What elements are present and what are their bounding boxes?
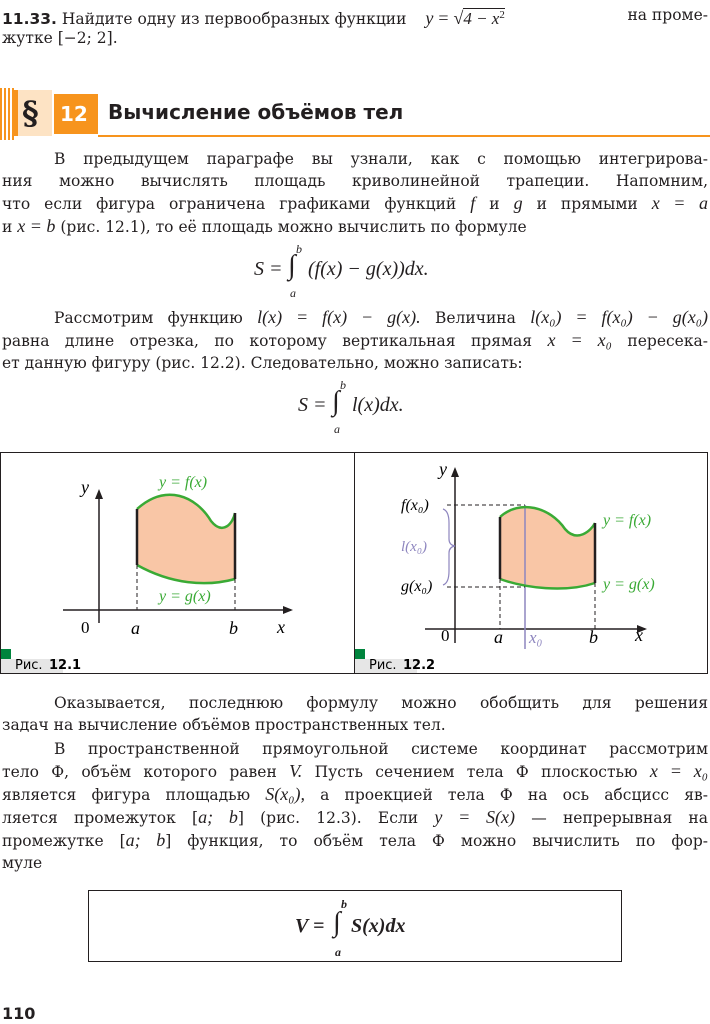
fig2-caption-marker bbox=[355, 649, 365, 659]
p1-line-2: ния можно вычислять площадь криволинейной трапеции. Напомним, bbox=[2, 172, 708, 190]
section-underline bbox=[98, 135, 710, 137]
fig1-area bbox=[137, 495, 235, 583]
fig2-tick-x0: x₀ bbox=[529, 628, 543, 647]
f2-integral: ∫ bbox=[332, 386, 340, 417]
figure-12-2 bbox=[355, 453, 707, 673]
fig2-area bbox=[500, 507, 595, 588]
p1-text-4b: (рис. 12.1), то её площадь можно вычислить по формуле bbox=[60, 218, 527, 236]
fig1-caption-prefix: Рис. bbox=[15, 658, 43, 673]
paragraph-1 bbox=[2, 148, 708, 238]
exercise-number: 11.33. bbox=[2, 10, 57, 29]
section-symbol-box bbox=[14, 90, 52, 136]
exercise-formula-eq: = bbox=[438, 8, 449, 29]
fig1-tick-b: b bbox=[229, 618, 238, 638]
f2-s: S = bbox=[298, 394, 327, 416]
f3-upper: b bbox=[341, 897, 347, 911]
p4-text-2a: тело Ф, объём которого равен bbox=[2, 763, 277, 781]
paragraph-4 bbox=[2, 738, 708, 874]
section-stripe bbox=[0, 88, 14, 140]
exercise-text-after: на проме- bbox=[627, 6, 708, 24]
fig2-label-lx0: l(x₀) bbox=[401, 539, 428, 555]
p4-ab-1: a; b bbox=[198, 807, 238, 827]
fig1-tick-a: a bbox=[131, 618, 140, 638]
p4-ab-2: a; b bbox=[125, 830, 166, 850]
p2-line-2 bbox=[2, 329, 708, 352]
paragraph-3 bbox=[2, 692, 708, 736]
fig2-caption-num: 12.2 bbox=[403, 658, 436, 673]
fig2-origin: 0 bbox=[441, 626, 450, 645]
p1-text-3a: что если фигура ограничена графиками функций bbox=[2, 195, 457, 213]
p2-text-2b: пересека- bbox=[627, 332, 709, 350]
f1-s: S = bbox=[254, 258, 283, 280]
fig2-label-fx0: f(x₀) bbox=[401, 497, 429, 514]
fig2-axis-y: y bbox=[439, 459, 447, 479]
figure-12-1 bbox=[1, 453, 353, 673]
p1-line-3 bbox=[2, 192, 708, 215]
p2-text-1a: Рассмотрим функцию bbox=[54, 309, 243, 327]
formula-1 bbox=[254, 244, 494, 300]
p4-text-4c: — непрерывная на bbox=[531, 809, 709, 827]
f3-integral: ∫ bbox=[333, 907, 341, 938]
p4-text-5a: промежутке [ bbox=[2, 832, 126, 850]
p2-lx0: l(x₀) = f(x₀) − g(x₀) bbox=[530, 307, 708, 327]
fig2-label-g: y = g(x) bbox=[603, 576, 655, 593]
section-title: Вычисление объёмов тел bbox=[108, 100, 404, 124]
fig2-tick-a: a bbox=[494, 627, 503, 647]
p4-sx0: S(x₀), bbox=[265, 784, 306, 804]
fig1-y-arrow bbox=[95, 489, 103, 499]
f3-v: V = bbox=[295, 915, 325, 937]
p4-text-4b: ] (рис. 12.3). Если bbox=[237, 809, 419, 827]
p2-line-3: ет данную фигуру (рис. 12.2). Следовательно, можно записать: bbox=[2, 354, 523, 372]
p4-v: V. bbox=[289, 761, 303, 781]
f1-body: (f(x) − g(x))dx. bbox=[308, 258, 429, 280]
fig2-label-f: y = f(x) bbox=[603, 512, 652, 529]
f3-lower: a bbox=[335, 945, 341, 959]
p1-text-4a: и bbox=[2, 218, 13, 236]
p1-g: g bbox=[513, 193, 523, 213]
p4-text-5b: ] функция, то объём тела Ф можно вычислить по фор- bbox=[165, 832, 708, 850]
exercise-exponent: 2 bbox=[499, 9, 505, 21]
p1-line-1: В предыдущем параграфе вы узнали, как с помощью интегрирова- bbox=[54, 150, 708, 168]
p1-text-3b: и прямыми bbox=[536, 195, 638, 213]
fig1-label-g: y = g(x) bbox=[159, 588, 211, 605]
exercise-radicand: 4 − x bbox=[463, 9, 500, 29]
p4-line-5 bbox=[2, 829, 708, 852]
p3-line-1: Оказывается, последнюю формулу можно обобщить для решения bbox=[54, 694, 708, 712]
p2-text-2a: равна длине отрезка, по которому вертикальная прямая bbox=[2, 332, 533, 350]
fig2-brace bbox=[443, 509, 455, 585]
p4-text-2b: Пусть сечением тела Ф плоскостью bbox=[314, 763, 638, 781]
p1-and: и bbox=[489, 195, 500, 213]
fig1-label-f: y = f(x) bbox=[159, 474, 208, 491]
f1-integral: ∫ bbox=[288, 250, 296, 281]
fig1-x-arrow bbox=[283, 606, 293, 614]
formula-2 bbox=[298, 378, 448, 438]
p4-line-1: В пространственной прямоугольной системе координат рассмотрим bbox=[54, 740, 708, 758]
f1-lower: a bbox=[290, 286, 296, 300]
fig1-axis-x: x bbox=[277, 617, 285, 637]
f2-upper: b bbox=[340, 378, 346, 392]
fig2-axis-x: x bbox=[635, 625, 643, 645]
section-symbol: § bbox=[22, 94, 39, 132]
fig2-y-arrow bbox=[451, 467, 459, 477]
fig1-caption-num: 12.1 bbox=[49, 658, 82, 673]
p4-text-4a: ляется промежуток [ bbox=[2, 809, 199, 827]
fig1-axis-y: y bbox=[81, 477, 89, 497]
f2-body: l(x)dx. bbox=[352, 394, 404, 416]
section-number-badge bbox=[54, 94, 98, 134]
section-header bbox=[0, 88, 710, 140]
f3-body: S(x)dx bbox=[351, 915, 406, 937]
fig1-caption-marker bbox=[1, 649, 11, 659]
exercise-line-2: жутке [−2; 2]. bbox=[2, 29, 118, 47]
p4-line-2 bbox=[2, 760, 708, 783]
fig1-origin: 0 bbox=[81, 618, 90, 637]
f1-upper: b bbox=[296, 242, 302, 256]
p4-text-3b: а проекцией тела Ф на ось абсцисс яв- bbox=[320, 786, 708, 804]
p1-xb: x = b bbox=[17, 216, 56, 236]
fig2-tick-b: b bbox=[589, 627, 598, 647]
section-number: 12 bbox=[60, 102, 88, 126]
sqrt-sign: √ bbox=[453, 8, 464, 29]
formula-box bbox=[88, 890, 622, 962]
p2-lx: l(x) = f(x) − g(x). bbox=[257, 307, 421, 327]
f2-lower: a bbox=[334, 422, 340, 436]
figures-box bbox=[0, 452, 708, 674]
page-number: 110 bbox=[2, 1004, 36, 1023]
p4-line-6: муле bbox=[2, 854, 43, 872]
fig2-label-gx0: g(x₀) bbox=[401, 578, 433, 595]
paragraph-2 bbox=[2, 306, 708, 374]
p2-line-1 bbox=[2, 306, 708, 329]
p4-text-3a: является фигура площадью bbox=[2, 786, 251, 804]
p4-ysx: y = S(x) bbox=[434, 807, 516, 827]
exercise-text: Найдите одну из первообразных функции bbox=[61, 10, 407, 29]
p3-line-2: задач на вычисление объёмов пространственных тел. bbox=[2, 716, 446, 734]
exercise-formula-y: y bbox=[425, 8, 434, 29]
p1-f: f bbox=[470, 193, 476, 213]
p1-line-4 bbox=[2, 215, 708, 238]
p4-xx0: x = x₀ bbox=[649, 761, 708, 781]
formula-3 bbox=[295, 895, 455, 959]
p2-text-1b: Величина bbox=[434, 309, 516, 327]
p1-xa: x = a bbox=[651, 193, 708, 213]
fig2-caption-prefix: Рис. bbox=[369, 658, 397, 673]
p4-line-4 bbox=[2, 806, 708, 829]
p2-xx0: x = x₀ bbox=[547, 330, 612, 350]
p4-line-3 bbox=[2, 783, 708, 806]
